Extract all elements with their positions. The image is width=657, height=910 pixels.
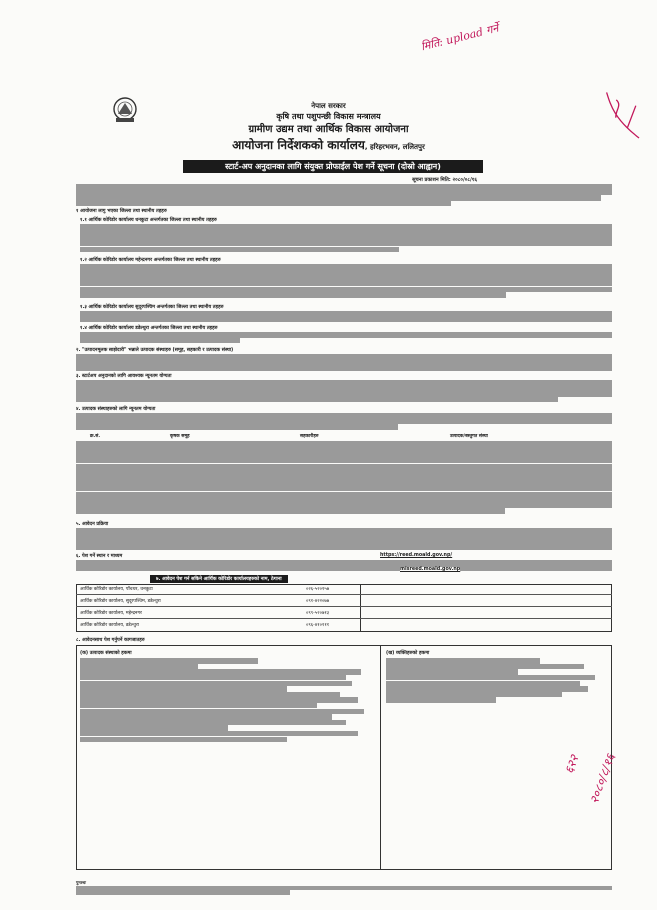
office-row [76, 620, 612, 631]
office-phone: ०९६-४१०१११ [306, 623, 330, 628]
individual-docs-title: (ख) व्यक्तिहरुको हकमा [386, 651, 430, 656]
office-phone: ०९९-५२०७१३ [306, 611, 330, 616]
ministry-name: कृषि तथा पशुपन्छी विकास मन्त्रालय [276, 112, 381, 121]
office-row [76, 584, 612, 595]
footer-note [76, 880, 612, 895]
producer-docs-title: (क) उत्पादक संस्थाको हकमा [80, 651, 132, 656]
section-1-2-heading: १.२ आर्थिक कोरिडोर कार्यालय महेन्द्रनगर अन्तर्गतका जिल्ला तथा स्थानीय तहहरु [80, 258, 221, 263]
handwritten-number: ६२२ [561, 753, 582, 776]
section-3-text [76, 380, 612, 403]
documents-divider [380, 645, 381, 870]
office-name [0, 139, 657, 151]
table-col-group: कृषक समूह [170, 434, 190, 439]
office-row [76, 608, 612, 619]
section-4-text [76, 413, 612, 430]
section-1-heading: १ आयोजना लागु भएका जिल्ला तथा स्थानीय तहहरु [76, 209, 167, 214]
project-name: ग्रामीण उद्यम तथा आर्थिक विकास आयोजना [248, 124, 409, 135]
section-1-1-text [80, 224, 612, 252]
table-col-sn: क्र.सं. [90, 434, 101, 439]
handwritten-note: मिति: upload गर्ने [419, 21, 500, 54]
notice-title: स्टार्ट-अप अनुदानका लागि संयुक्त प्रोफाईल पेश गर्ने सूचना (दोस्रो आह्वान) [183, 160, 483, 173]
section-1-4-heading: १.४ आर्थिक कोरिडोर कार्यालय डडेल्धुरा अन्तर्गतका जिल्ला तथा स्थानीय तहहरु [80, 326, 218, 331]
office-name: आर्थिक कोरिडोर कार्यालय, पाँचथर, धनकुटा [80, 587, 153, 592]
section-2-heading: २. "उत्पादनमूलक साझेदारी" भन्नाले उत्पादक संस्थाहरु (समूह, सहकारी र उत्पादक संस्था) [76, 348, 234, 353]
section-6-text [76, 560, 612, 571]
reed-portal-link[interactable]: https://reed.moald.gov.np/ [380, 553, 453, 558]
section-2-text [76, 354, 612, 371]
section-8-heading: ८. आवेदनसाथ पेश गर्नुपर्ने कागजातहरु [76, 638, 145, 643]
handwritten-date: २०८०/८/१६ [586, 752, 618, 806]
table-col-coop: सहकारीहरु [300, 434, 319, 439]
section-3-heading: ३. स्टार्टअप अनुदानको लागि आवश्यक न्यूनतम योग्यता [76, 374, 172, 379]
section-1-3-text [80, 311, 612, 322]
gov-name: नेपाल सरकार [311, 102, 346, 110]
section-4-heading: ४. उत्पादक संस्थाहरुको लागि न्यूनतम योग्यता [76, 407, 156, 412]
office-row [76, 596, 612, 607]
intro-paragraph [76, 184, 612, 207]
section-1-1-heading: १.१ आर्थिक कोरिडोर कार्यालय धनकुटा अन्तर्गतका जिल्ला तथा स्थानीय तहहरु [80, 218, 217, 223]
table-col-producer: उत्पादक/बस्तुगत संस्था [450, 434, 488, 439]
section-1-4-text [80, 332, 612, 343]
individual-docs-list [386, 658, 606, 703]
mis-portal-link[interactable]: misreed.moald.gov.np [400, 567, 461, 572]
office-name: आर्थिक कोरिडोर कार्यालय, डडेल्धुरा [80, 623, 139, 628]
section-1-3-heading: १.३ आर्थिक कोरिडोर कार्यालय सुदूरपश्चिम अन्तर्गतका जिल्ला तथा स्थानीय तहहरु [80, 305, 224, 310]
office-phone: ०२६-५२०१५७ [306, 587, 330, 592]
section-4-table-body [76, 441, 612, 514]
producer-docs-list [80, 658, 376, 742]
section-7-heading: ७. आवेदन पेश गर्न सकिने आर्थिक कोरिडोर कार्यालयहरुको नाम, ठेगाना [150, 575, 288, 583]
section-5-text [76, 528, 612, 551]
office-name: आर्थिक कोरिडोर कार्यालय, महेन्द्रनगर [80, 611, 142, 616]
section-6-heading: ६. पेश गर्ने स्थान र माध्यम [76, 554, 123, 559]
office-phone: ०९१-४२२०७७ [306, 599, 330, 604]
office-title: आयोजना निर्देशकको कार्यालय [232, 138, 365, 152]
notice-date: सूचना प्रकाशन मिति: २०८०/०८/१६ [412, 177, 477, 183]
office-location: , हरिहरभवन, ललितपुर [364, 143, 425, 151]
section-1-2-text [80, 264, 612, 298]
section-5-heading: ५. आवेदन प्रक्रिया [76, 522, 109, 527]
footer-label: पुनश्चः [76, 880, 86, 885]
office-name: आर्थिक कोरिडोर कार्यालय, सुदूरपश्चिम, डडेल्धुरा [80, 599, 161, 604]
